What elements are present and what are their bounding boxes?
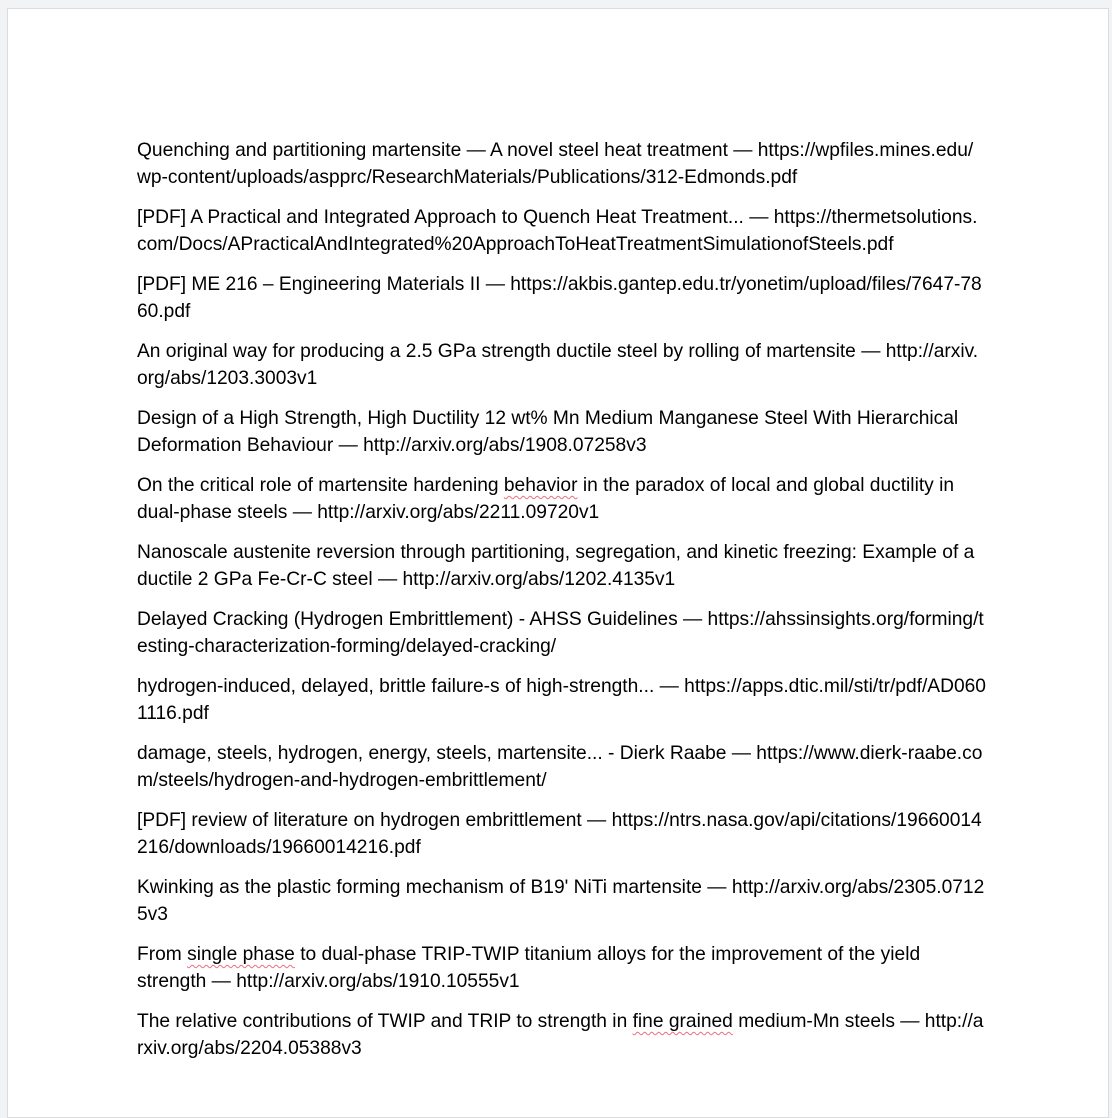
- reference-title: [PDF] ME 216 – Engineering Materials II: [137, 274, 481, 295]
- reference-url[interactable]: https://wpfiles.mines.edu/wp-content/uploads/aspprc/ResearchMaterials/Publications/312-Edmonds.pdf: [137, 140, 974, 188]
- reference-entry-13[interactable]: [137, 942, 987, 995]
- reference-url[interactable]: http://arxiv.org/abs/1910.10555v1: [236, 970, 520, 992]
- reference-title: [PDF] review of literature on hydrogen embrittlement: [137, 810, 582, 831]
- reference-separator: —: [372, 568, 403, 590]
- spellcheck-flagged-word[interactable]: single phase: [187, 944, 295, 965]
- reference-entry-4[interactable]: [137, 339, 987, 392]
- spellcheck-flagged-word[interactable]: fine grained: [632, 1011, 733, 1032]
- reference-entry-8[interactable]: [137, 607, 987, 660]
- reference-title: Kwinking as the plastic forming mechanism of B19' NiTi martensite: [137, 877, 702, 898]
- reference-separator: —: [206, 970, 237, 992]
- reference-url[interactable]: http://arxiv.org/abs/1203.3003v1: [137, 341, 979, 389]
- reference-title-end: in the paradox of local and global ductility in dual-phase steels: [137, 475, 955, 523]
- reference-title: damage, steels, hydrogen, energy, steels, martensite... - Dierk Raabe: [137, 743, 727, 764]
- reference-entry-3[interactable]: [137, 272, 987, 325]
- reference-url[interactable]: http://arxiv.org/abs/2204.05388v3: [137, 1011, 984, 1059]
- reference-entry-7[interactable]: [137, 540, 987, 593]
- reference-url[interactable]: http://arxiv.org/abs/1908.07258v3: [363, 434, 647, 456]
- reference-separator: —: [581, 810, 612, 831]
- document-body[interactable]: [137, 138, 987, 1076]
- reference-entry-14[interactable]: [137, 1009, 987, 1062]
- reference-url[interactable]: https://akbis.gantep.edu.tr/yonetim/upload/files/7647-7860.pdf: [137, 274, 982, 322]
- reference-entry-10[interactable]: [137, 741, 987, 794]
- reference-separator: —: [287, 501, 318, 523]
- reference-entry-2[interactable]: [137, 205, 987, 258]
- reference-entry-1[interactable]: [137, 138, 987, 191]
- reference-title: Design of a High Strength, High Ductility 12 wt% Mn Medium Manganese Steel With Hierarchical Deformation Behaviour: [137, 408, 959, 456]
- reference-title-end: to dual-phase TRIP-TWIP titanium alloys for the improvement of the yield strength: [137, 944, 921, 992]
- reference-entry-11[interactable]: [137, 808, 987, 861]
- reference-url[interactable]: http://arxiv.org/abs/2211.09720v1: [317, 501, 600, 523]
- spellcheck-flagged-word[interactable]: behavior: [503, 475, 578, 496]
- reference-title-start: The relative contributions of TWIP and TRIP to strength in: [137, 1011, 633, 1032]
- reference-url[interactable]: http://arxiv.org/abs/2305.07125v3: [137, 877, 985, 925]
- reference-separator: —: [654, 676, 685, 697]
- reference-entry-9[interactable]: [137, 674, 987, 727]
- reference-entry-6[interactable]: [137, 473, 987, 526]
- document-page[interactable]: [7, 8, 1109, 1118]
- reference-title: An original way for producing a 2.5 GPa strength ductile steel by rolling of martensite: [137, 341, 856, 362]
- reference-entry-12[interactable]: [137, 875, 987, 928]
- reference-separator: —: [726, 743, 757, 764]
- reference-title: Delayed Cracking (Hydrogen Embrittlement) - AHSS Guidelines: [137, 609, 678, 630]
- reference-separator: —: [701, 877, 732, 898]
- reference-url[interactable]: https://ahssinsights.org/forming/testing-characterization-forming/delayed-cracking/: [137, 609, 984, 657]
- reference-url[interactable]: https://www.dierk-raabe.com/steels/hydrogen-and-hydrogen-embrittlement/: [137, 743, 983, 791]
- reference-title: Quenching and partitioning martensite — A novel steel heat treatment: [137, 140, 728, 161]
- reference-title-start: From: [137, 944, 188, 965]
- reference-separator: —: [894, 1011, 925, 1032]
- reference-title-start: On the critical role of martensite hardening: [137, 475, 504, 496]
- reference-separator: —: [333, 434, 364, 456]
- reference-separator: —: [480, 274, 511, 295]
- reference-url[interactable]: https://thermetsolutions.com/Docs/APracticalAndIntegrated%20ApproachToHeatTreatmentSimulationofSteels.pdf: [137, 207, 978, 255]
- reference-url[interactable]: https://ntrs.nasa.gov/api/citations/19660014216/downloads/19660014216.pdf: [137, 810, 982, 858]
- reference-separator: —: [743, 207, 774, 228]
- reference-separator: —: [727, 140, 758, 161]
- reference-title: Nanoscale austenite reversion through partitioning, segregation, and kinetic freezing: Example of a ductile 2 GPa Fe-Cr-C steel: [137, 542, 975, 590]
- reference-separator: —: [855, 341, 886, 362]
- reference-title: hydrogen-induced, delayed, brittle failure-s of high-strength...: [137, 676, 655, 697]
- reference-url[interactable]: http://arxiv.org/abs/1202.4135v1: [402, 568, 676, 590]
- reference-entry-5[interactable]: [137, 406, 987, 459]
- reference-separator: —: [677, 609, 708, 630]
- reference-url[interactable]: https://apps.dtic.mil/sti/tr/pdf/AD0601116.pdf: [137, 676, 986, 724]
- reference-title: [PDF] A Practical and Integrated Approach to Quench Heat Treatment...: [137, 207, 744, 228]
- reference-title-end: medium-Mn steels: [732, 1011, 895, 1032]
